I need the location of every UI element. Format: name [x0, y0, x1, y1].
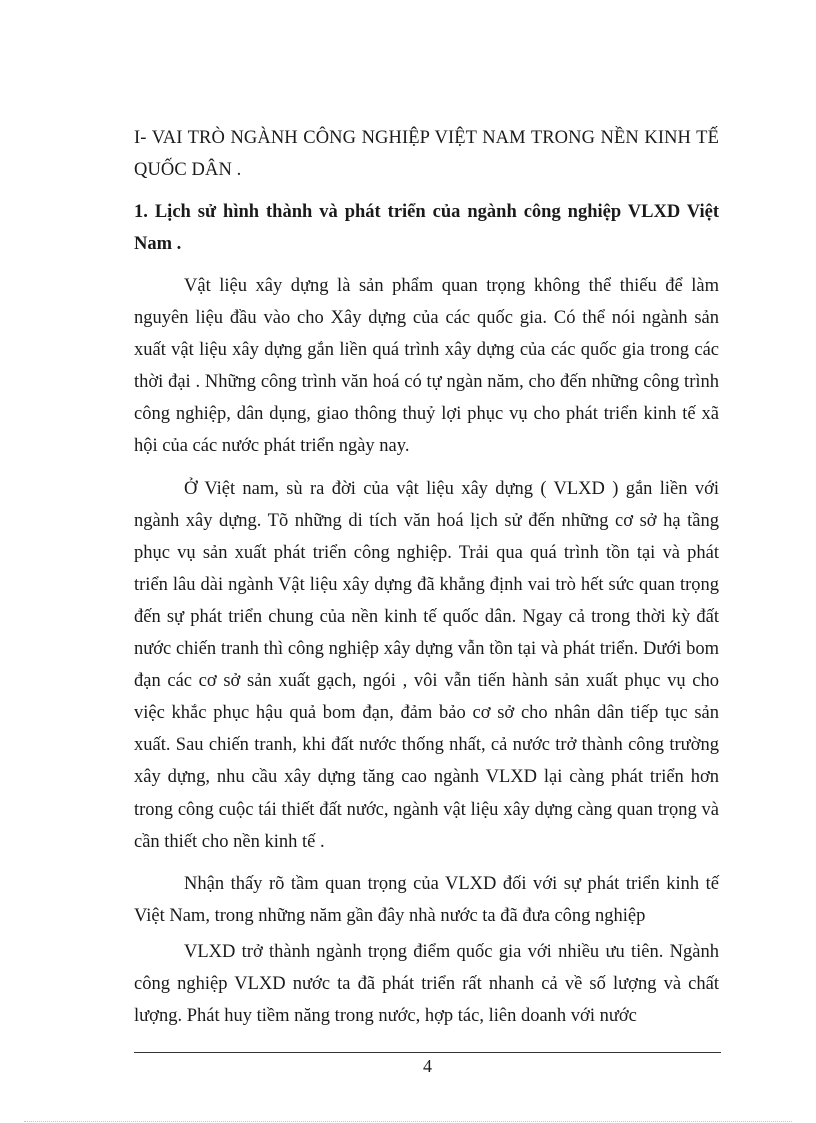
footer-divider — [134, 1052, 721, 1053]
section-heading: I- VAI TRÒ NGÀNH CÔNG NGHIỆP VIỆT NAM TRONG NỀN KINH TẾ QUỐC DÂN . — [134, 128, 719, 180]
paragraph-4: VLXD trở thành ngành trọng điểm quốc gia với nhiều ưu tiên. Ngành công nghiệp VLXD nước ta đã phát triển rất nhanh cả về số lượng và chất lượng. Phát huy tiềm năng trong nước, hợp tác, liên doanh với nước — [134, 941, 719, 1027]
page-number: 4 — [423, 1056, 432, 1076]
paragraph-2: Ở Việt nam, sù ra đời của vật liệu xây dựng ( VLXD ) gắn liền với ngành xây dựng. Tõ những di tích văn hoá lịch sử đến những cơ sở hạ tầng phục vụ sản xuất phát triển công nghiệp. Trải qua quá trình tồn tại và phát triển lâu dài ngành Vật liệu xây dựng đã khẳng định vai trò hết sức quan trọng đến sự phát triển chung của nền kinh tế quốc dân. Ngay cả trong thời kỳ đất nước chiến tranh thì công nghiệp xây dựng vẫn tồn tại và phát triển. Dưới bom đạn các cơ sở sản xuất gạch, ngói , vôi vẫn tiến hành sản xuất phục vụ cho việc khắc phục hậu quả bom đạn, đảm bảo cơ sở cho nhân dân tiếp tục sản xuất. Sau chiến tranh, khi đất nước thống nhất, cả nước trở thành công trường xây dựng, nhu cầu xây dựng tăng cao ngành VLXD lại càng phát triển hơn trong công cuộc tái thiết đất nước, ngành vật liệu xây dựng càng quan trọng và cần thiết cho nền kinh tế . — [134, 478, 719, 852]
paragraph-1: Vật liệu xây dựng là sản phẩm quan trọng không thể thiếu để làm nguyên liệu đầu vào cho Xây dựng của các quốc gia. Có thể nói ngành sản xuất vật liệu xây dựng gắn liền quá trình xây dựng của các quốc gia trong các thời đại . Những công trình văn hoá có tự ngàn năm, cho đến những công trình công nghiệp, dân dụng, giao thông thuỷ lợi phục vụ cho phát triển kinh tế xã hội của các nước phát triển ngày nay. — [134, 276, 719, 457]
subsection-heading: 1. Lịch sử hình thành và phát triển của ngành công nghiệp VLXD Việt Nam . — [134, 202, 719, 254]
paragraph-3: Nhận thấy rõ tầm quan trọng của VLXD đối với sự phát triển kinh tế Việt Nam, trong những năm gần đây nhà nước ta đã đưa công nghiệp — [134, 873, 719, 926]
page-body — [134, 122, 719, 1042]
page-bottom-edge — [24, 1121, 792, 1122]
